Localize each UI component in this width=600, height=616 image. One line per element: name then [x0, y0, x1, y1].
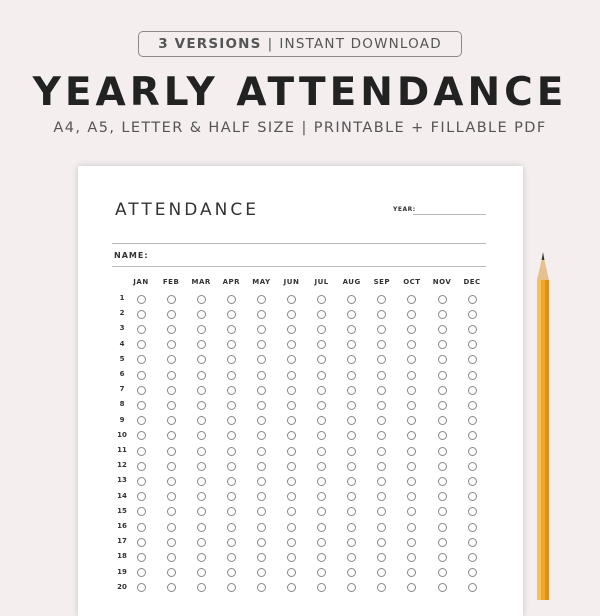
- attendance-checkbox[interactable]: [167, 492, 176, 501]
- attendance-checkbox[interactable]: [468, 568, 477, 577]
- attendance-checkbox[interactable]: [257, 295, 266, 304]
- day-number: 16: [117, 522, 127, 530]
- attendance-checkbox[interactable]: [377, 447, 386, 456]
- attendance-checkbox[interactable]: [137, 325, 146, 334]
- attendance-checkbox[interactable]: [227, 507, 236, 516]
- attendance-checkbox[interactable]: [468, 431, 477, 440]
- attendance-checkbox[interactable]: [317, 340, 326, 349]
- attendance-checkbox[interactable]: [317, 447, 326, 456]
- attendance-checkbox[interactable]: [468, 462, 477, 471]
- attendance-checkbox[interactable]: [468, 553, 477, 562]
- attendance-checkbox[interactable]: [197, 371, 206, 380]
- badge-separator: |: [267, 36, 274, 52]
- attendance-checkbox[interactable]: [377, 386, 386, 395]
- attendance-checkbox[interactable]: [438, 355, 447, 364]
- attendance-checkbox[interactable]: [227, 355, 236, 364]
- attendance-checkbox[interactable]: [438, 583, 447, 592]
- attendance-checkbox[interactable]: [287, 295, 296, 304]
- attendance-checkbox[interactable]: [347, 386, 356, 395]
- attendance-checkbox[interactable]: [287, 340, 296, 349]
- badge-versions-text: 3 VERSIONS: [158, 36, 262, 52]
- month-header-nov: NOV: [432, 278, 452, 286]
- attendance-checkbox[interactable]: [347, 447, 356, 456]
- attendance-checkbox[interactable]: [347, 507, 356, 516]
- day-number: 18: [117, 552, 127, 561]
- attendance-checkbox[interactable]: [317, 477, 326, 486]
- attendance-checkbox[interactable]: [317, 386, 326, 395]
- attendance-checkbox[interactable]: [287, 401, 296, 410]
- attendance-checkbox[interactable]: [257, 340, 266, 349]
- attendance-checkbox[interactable]: [287, 553, 296, 562]
- day-number: 15: [117, 506, 127, 515]
- attendance-checkbox[interactable]: [468, 507, 477, 516]
- attendance-checkbox[interactable]: [347, 431, 356, 440]
- attendance-checkbox[interactable]: [197, 583, 206, 592]
- attendance-checkbox[interactable]: [227, 431, 236, 440]
- attendance-checkbox[interactable]: [317, 401, 326, 410]
- attendance-checkbox[interactable]: [167, 371, 176, 380]
- attendance-checkbox[interactable]: [347, 325, 356, 334]
- attendance-checkbox[interactable]: [227, 401, 236, 410]
- attendance-checkbox[interactable]: [257, 477, 266, 486]
- attendance-checkbox[interactable]: [257, 401, 266, 410]
- subtitle: A4, A5, LETTER & HALF SIZE | PRINTABLE + FILLABLE PDF: [53, 120, 547, 136]
- month-header-mar: MAR: [191, 278, 211, 286]
- attendance-checkbox[interactable]: [257, 416, 266, 425]
- attendance-checkbox[interactable]: [167, 386, 176, 395]
- day-number: 17: [117, 537, 127, 546]
- attendance-checkbox[interactable]: [227, 325, 236, 334]
- attendance-checkbox[interactable]: [257, 355, 266, 364]
- attendance-checkbox[interactable]: [137, 340, 146, 349]
- attendance-checkbox[interactable]: [227, 568, 236, 577]
- attendance-checkbox[interactable]: [468, 523, 477, 532]
- attendance-checkbox[interactable]: [438, 553, 447, 562]
- day-number: 20: [117, 582, 127, 591]
- attendance-checkbox[interactable]: [317, 553, 326, 562]
- attendance-checkbox[interactable]: [287, 386, 296, 395]
- badge-download-text: INSTANT DOWNLOAD: [279, 36, 442, 52]
- attendance-checkbox[interactable]: [137, 477, 146, 486]
- attendance-checkbox[interactable]: [137, 507, 146, 516]
- attendance-checkbox[interactable]: [287, 583, 296, 592]
- attendance-checkbox[interactable]: [438, 371, 447, 380]
- attendance-checkbox[interactable]: [197, 386, 206, 395]
- attendance-checkbox[interactable]: [377, 340, 386, 349]
- attendance-checkbox[interactable]: [468, 401, 477, 410]
- attendance-checkbox[interactable]: [407, 325, 416, 334]
- attendance-checkbox[interactable]: [407, 431, 416, 440]
- attendance-checkbox[interactable]: [287, 371, 296, 380]
- day-number: 2: [119, 309, 125, 318]
- attendance-checkbox[interactable]: [137, 401, 146, 410]
- attendance-checkbox[interactable]: [407, 355, 416, 364]
- attendance-checkbox[interactable]: [287, 507, 296, 516]
- attendance-checkbox[interactable]: [407, 340, 416, 349]
- month-header-may: MAY: [252, 278, 271, 286]
- attendance-checkbox[interactable]: [197, 477, 206, 486]
- attendance-checkbox[interactable]: [137, 295, 146, 304]
- attendance-checkbox[interactable]: [167, 310, 176, 319]
- attendance-checkbox[interactable]: [347, 492, 356, 501]
- attendance-checkbox[interactable]: [347, 538, 356, 547]
- attendance-checkbox[interactable]: [317, 310, 326, 319]
- attendance-checkbox[interactable]: [438, 568, 447, 577]
- attendance-checkbox[interactable]: [377, 416, 386, 425]
- attendance-checkbox[interactable]: [137, 447, 146, 456]
- attendance-checkbox[interactable]: [197, 295, 206, 304]
- day-number: 7: [119, 385, 125, 394]
- attendance-checkbox[interactable]: [167, 325, 176, 334]
- day-number: 1: [119, 294, 125, 302]
- attendance-checkbox[interactable]: [167, 477, 176, 486]
- attendance-checkbox[interactable]: [197, 523, 206, 532]
- attendance-checkbox[interactable]: [317, 295, 326, 304]
- attendance-checkbox[interactable]: [347, 401, 356, 410]
- day-number: 13: [117, 476, 127, 485]
- attendance-checkbox[interactable]: [468, 583, 477, 592]
- attendance-checkbox[interactable]: [438, 310, 447, 319]
- attendance-checkbox[interactable]: [317, 523, 326, 532]
- versions-badge: [138, 31, 462, 57]
- attendance-checkbox[interactable]: [377, 523, 386, 532]
- attendance-checkbox[interactable]: [468, 447, 477, 456]
- attendance-checkbox[interactable]: [438, 477, 447, 486]
- attendance-checkbox[interactable]: [197, 340, 206, 349]
- attendance-checkbox[interactable]: [227, 310, 236, 319]
- attendance-checkbox[interactable]: [407, 401, 416, 410]
- day-number: 11: [117, 446, 127, 454]
- attendance-checkbox[interactable]: [287, 568, 296, 577]
- attendance-checkbox[interactable]: [287, 355, 296, 364]
- attendance-checkbox[interactable]: [257, 568, 266, 577]
- attendance-checkbox[interactable]: [257, 553, 266, 562]
- attendance-checkbox[interactable]: [377, 355, 386, 364]
- attendance-checkbox[interactable]: [407, 583, 416, 592]
- month-header-jul: JUL: [314, 278, 329, 286]
- attendance-checkbox[interactable]: [287, 447, 296, 456]
- attendance-checkbox[interactable]: [347, 462, 356, 471]
- attendance-checkbox[interactable]: [438, 401, 447, 410]
- month-header-jan: JAN: [133, 278, 149, 286]
- attendance-checkbox[interactable]: [438, 295, 447, 304]
- day-number: 4: [119, 339, 125, 348]
- attendance-checkbox[interactable]: [167, 523, 176, 532]
- attendance-checkbox[interactable]: [317, 538, 326, 547]
- month-header-sep: SEP: [373, 278, 391, 286]
- attendance-checkbox[interactable]: [167, 340, 176, 349]
- attendance-checkbox[interactable]: [197, 310, 206, 319]
- attendance-checkbox[interactable]: [167, 355, 176, 364]
- attendance-checkbox[interactable]: [257, 538, 266, 547]
- attendance-checkbox[interactable]: [407, 507, 416, 516]
- attendance-checkbox[interactable]: [137, 310, 146, 319]
- attendance-checkbox[interactable]: [468, 492, 477, 501]
- attendance-checkbox[interactable]: [227, 583, 236, 592]
- attendance-checkbox[interactable]: [407, 371, 416, 380]
- day-number: 9: [119, 415, 125, 424]
- attendance-checkbox[interactable]: [377, 583, 386, 592]
- attendance-checkbox[interactable]: [257, 523, 266, 532]
- attendance-checkbox[interactable]: [438, 507, 447, 516]
- attendance-checkbox[interactable]: [287, 523, 296, 532]
- attendance-checkbox[interactable]: [227, 340, 236, 349]
- attendance-checkbox[interactable]: [347, 553, 356, 562]
- attendance-checkbox[interactable]: [407, 568, 416, 577]
- attendance-checkbox[interactable]: [317, 325, 326, 334]
- day-number: 5: [119, 354, 125, 363]
- attendance-checkbox[interactable]: [468, 340, 477, 349]
- attendance-checkbox[interactable]: [347, 295, 356, 304]
- month-header-dec: DEC: [463, 278, 481, 286]
- month-header-aug: AUG: [342, 278, 361, 286]
- attendance-checkbox[interactable]: [407, 416, 416, 425]
- attendance-checkbox[interactable]: [197, 355, 206, 364]
- attendance-checkbox[interactable]: [468, 325, 477, 334]
- attendance-checkbox[interactable]: [407, 553, 416, 562]
- attendance-checkbox[interactable]: [227, 371, 236, 380]
- attendance-checkbox[interactable]: [317, 416, 326, 425]
- attendance-checkbox[interactable]: [407, 386, 416, 395]
- attendance-checkbox[interactable]: [438, 340, 447, 349]
- attendance-checkbox[interactable]: [407, 477, 416, 486]
- attendance-checkbox[interactable]: [317, 371, 326, 380]
- attendance-checkbox[interactable]: [438, 416, 447, 425]
- attendance-checkbox[interactable]: [257, 386, 266, 395]
- attendance-checkbox[interactable]: [377, 310, 386, 319]
- attendance-checkbox[interactable]: [438, 386, 447, 395]
- attendance-checkbox[interactable]: [167, 583, 176, 592]
- attendance-checkbox[interactable]: [257, 447, 266, 456]
- attendance-checkbox[interactable]: [227, 538, 236, 547]
- attendance-checkbox[interactable]: [227, 553, 236, 562]
- attendance-checkbox[interactable]: [438, 447, 447, 456]
- attendance-checkbox[interactable]: [377, 401, 386, 410]
- attendance-checkbox[interactable]: [257, 371, 266, 380]
- attendance-checkbox[interactable]: [167, 447, 176, 456]
- attendance-checkbox[interactable]: [468, 295, 477, 304]
- attendance-checkbox[interactable]: [257, 431, 266, 440]
- attendance-checkbox[interactable]: [377, 325, 386, 334]
- attendance-checkbox[interactable]: [137, 538, 146, 547]
- attendance-checkbox[interactable]: [347, 371, 356, 380]
- main-title: YEARLY ATTENDANCE: [32, 70, 568, 115]
- attendance-checkbox[interactable]: [287, 416, 296, 425]
- attendance-checkbox[interactable]: [317, 568, 326, 577]
- attendance-checkbox[interactable]: [167, 431, 176, 440]
- attendance-checkbox[interactable]: [227, 447, 236, 456]
- attendance-checkbox[interactable]: [257, 492, 266, 501]
- attendance-checkbox[interactable]: [468, 477, 477, 486]
- attendance-checkbox[interactable]: [167, 553, 176, 562]
- attendance-checkbox[interactable]: [137, 462, 146, 471]
- attendance-checkbox[interactable]: [257, 310, 266, 319]
- attendance-checkbox[interactable]: [137, 371, 146, 380]
- sheet-title: ATTENDANCE: [115, 200, 259, 220]
- pencil-icon: [535, 250, 551, 600]
- attendance-checkbox[interactable]: [317, 355, 326, 364]
- attendance-checkbox[interactable]: [468, 538, 477, 547]
- attendance-checkbox[interactable]: [407, 462, 416, 471]
- day-number: 19: [117, 567, 127, 576]
- attendance-checkbox[interactable]: [137, 416, 146, 425]
- attendance-checkbox[interactable]: [287, 431, 296, 440]
- attendance-checkbox[interactable]: [438, 523, 447, 532]
- attendance-checkbox[interactable]: [227, 416, 236, 425]
- attendance-checkbox[interactable]: [287, 310, 296, 319]
- attendance-checkbox[interactable]: [347, 523, 356, 532]
- name-field[interactable]: [112, 266, 486, 267]
- attendance-checkbox[interactable]: [377, 538, 386, 547]
- attendance-checkbox[interactable]: [347, 477, 356, 486]
- day-number: 14: [117, 491, 127, 500]
- attendance-checkbox[interactable]: [197, 416, 206, 425]
- day-number: 8: [119, 400, 125, 409]
- attendance-checkbox[interactable]: [197, 462, 206, 471]
- attendance-checkbox[interactable]: [347, 583, 356, 592]
- attendance-checkbox[interactable]: [377, 462, 386, 471]
- month-header-oct: OCT: [403, 278, 421, 286]
- attendance-checkbox[interactable]: [377, 295, 386, 304]
- attendance-checkbox[interactable]: [377, 492, 386, 501]
- attendance-checkbox[interactable]: [167, 462, 176, 471]
- attendance-checkbox[interactable]: [347, 310, 356, 319]
- day-number: 10: [117, 430, 127, 439]
- attendance-checkbox[interactable]: [167, 507, 176, 516]
- attendance-checkbox[interactable]: [468, 386, 477, 395]
- attendance-checkbox[interactable]: [377, 553, 386, 562]
- attendance-checkbox[interactable]: [438, 325, 447, 334]
- attendance-checkbox[interactable]: [287, 462, 296, 471]
- attendance-checkbox[interactable]: [197, 447, 206, 456]
- attendance-checkbox[interactable]: [197, 553, 206, 562]
- attendance-checkbox[interactable]: [137, 553, 146, 562]
- attendance-checkbox[interactable]: [317, 492, 326, 501]
- attendance-checkbox[interactable]: [227, 295, 236, 304]
- attendance-checkbox[interactable]: [197, 325, 206, 334]
- attendance-checkbox[interactable]: [287, 325, 296, 334]
- attendance-checkbox[interactable]: [317, 431, 326, 440]
- attendance-checkbox[interactable]: [167, 416, 176, 425]
- attendance-checkbox[interactable]: [137, 523, 146, 532]
- attendance-checkbox[interactable]: [257, 507, 266, 516]
- attendance-checkbox[interactable]: [137, 492, 146, 501]
- attendance-checkbox[interactable]: [377, 431, 386, 440]
- attendance-checkbox[interactable]: [468, 371, 477, 380]
- year-field[interactable]: [413, 214, 486, 215]
- month-header-feb: FEB: [162, 278, 180, 286]
- attendance-checkbox[interactable]: [468, 416, 477, 425]
- attendance-checkbox[interactable]: [227, 462, 236, 471]
- attendance-checkbox[interactable]: [257, 325, 266, 334]
- attendance-checkbox[interactable]: [137, 431, 146, 440]
- attendance-checkbox[interactable]: [468, 310, 477, 319]
- attendance-checkbox[interactable]: [197, 431, 206, 440]
- attendance-checkbox[interactable]: [347, 340, 356, 349]
- month-header-jun: JUN: [283, 278, 300, 286]
- attendance-checkbox[interactable]: [167, 295, 176, 304]
- attendance-checkbox[interactable]: [407, 310, 416, 319]
- attendance-checkbox[interactable]: [257, 462, 266, 471]
- attendance-checkbox[interactable]: [287, 492, 296, 501]
- attendance-checkbox[interactable]: [317, 462, 326, 471]
- attendance-checkbox[interactable]: [438, 492, 447, 501]
- day-number: 6: [119, 370, 125, 378]
- day-number: 12: [117, 461, 127, 470]
- attendance-checkbox[interactable]: [227, 492, 236, 501]
- attendance-checkbox[interactable]: [227, 477, 236, 486]
- attendance-checkbox[interactable]: [197, 492, 206, 501]
- attendance-checkbox[interactable]: [257, 583, 266, 592]
- month-header-apr: APR: [222, 278, 241, 286]
- attendance-checkbox[interactable]: [137, 386, 146, 395]
- attendance-checkbox[interactable]: [287, 477, 296, 486]
- attendance-checkbox[interactable]: [287, 538, 296, 547]
- attendance-checkbox[interactable]: [317, 507, 326, 516]
- attendance-checkbox[interactable]: [407, 523, 416, 532]
- attendance-checkbox[interactable]: [137, 583, 146, 592]
- day-number: 3: [119, 324, 125, 333]
- attendance-checkbox[interactable]: [377, 371, 386, 380]
- attendance-checkbox[interactable]: [227, 523, 236, 532]
- attendance-checkbox[interactable]: [468, 355, 477, 364]
- attendance-checkbox[interactable]: [377, 568, 386, 577]
- attendance-checkbox[interactable]: [167, 568, 176, 577]
- name-rule-top: [112, 243, 486, 244]
- attendance-checkbox[interactable]: [197, 568, 206, 577]
- attendance-checkbox[interactable]: [197, 538, 206, 547]
- attendance-checkbox[interactable]: [317, 583, 326, 592]
- attendance-checkbox[interactable]: [407, 538, 416, 547]
- attendance-checkbox[interactable]: [438, 538, 447, 547]
- attendance-checkbox[interactable]: [438, 431, 447, 440]
- attendance-checkbox[interactable]: [407, 447, 416, 456]
- attendance-checkbox[interactable]: [227, 386, 236, 395]
- attendance-checkbox[interactable]: [197, 507, 206, 516]
- attendance-checkbox[interactable]: [347, 355, 356, 364]
- year-label: YEAR:: [393, 206, 416, 213]
- attendance-checkbox[interactable]: [377, 477, 386, 486]
- attendance-checkbox[interactable]: [137, 568, 146, 577]
- name-label: NAME:: [114, 251, 149, 260]
- attendance-checkbox[interactable]: [438, 462, 447, 471]
- attendance-checkbox[interactable]: [347, 568, 356, 577]
- attendance-sheet: [78, 166, 523, 616]
- attendance-checkbox[interactable]: [167, 401, 176, 410]
- attendance-checkbox[interactable]: [167, 538, 176, 547]
- attendance-checkbox[interactable]: [197, 401, 206, 410]
- attendance-checkbox[interactable]: [407, 492, 416, 501]
- attendance-checkbox[interactable]: [137, 355, 146, 364]
- attendance-checkbox[interactable]: [407, 295, 416, 304]
- attendance-checkbox[interactable]: [347, 416, 356, 425]
- attendance-checkbox[interactable]: [377, 507, 386, 516]
